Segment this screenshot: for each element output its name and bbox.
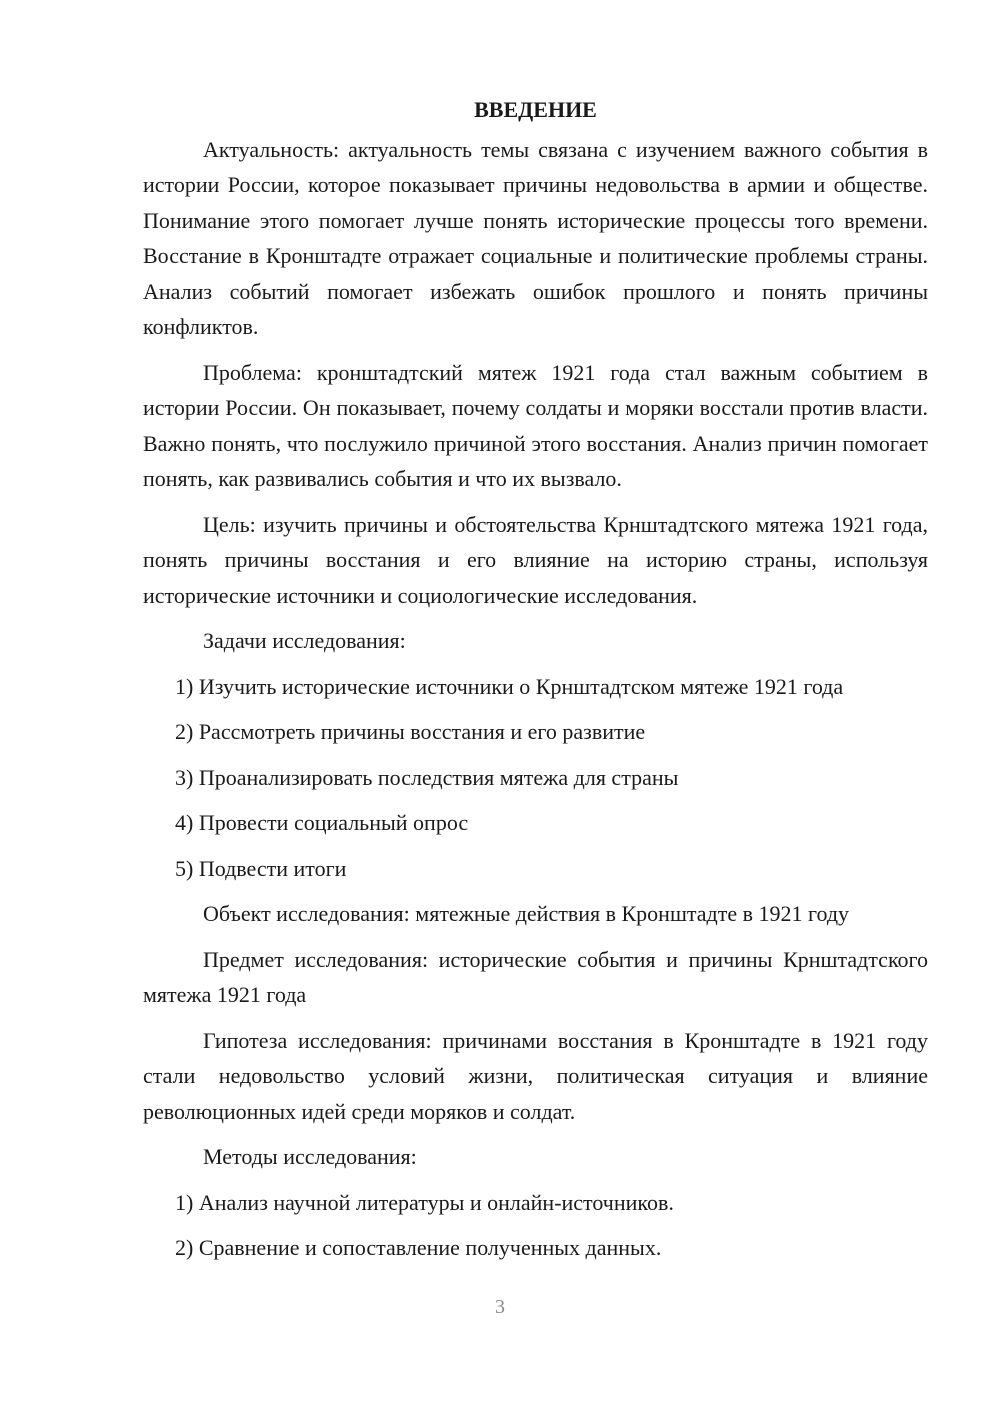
methods-heading: Методы исследования: <box>203 1144 417 1169</box>
task-item: 5) Подвести итоги <box>175 855 347 881</box>
task-item: 4) Провести социальный опрос <box>175 810 469 835</box>
tasks-heading: Задачи исследования: <box>203 628 406 653</box>
task-item: 2) Рассмотреть причины восстания и его развитие <box>175 719 646 744</box>
task-item: 1) Изучить исторические источники о Крнштадтском мятеже 1921 года <box>175 673 844 699</box>
page-number: 3 <box>495 1296 505 1318</box>
task-item: 3) Проанализировать последствия мятежа для страны <box>175 764 679 790</box>
object-paragraph: Объект исследования: мятежные действия в Кронштадте в 1921 году <box>203 901 850 926</box>
method-item: 1) Анализ научной литературы и онлайн-источников. <box>175 1189 674 1215</box>
hypothesis-paragraph: Гипотеза исследования: причинами восстания в Кронштадте в 1921 году стали недовольство условий жизни, политическая ситуация и влияние революционных идей среди моряков и солдат. <box>143 1027 928 1124</box>
relevance-paragraph: Актуальность: актуальность темы связана с изучением важного события в истории России, которое показывает причины недовольства в армии и обществе. Понимание этого помогает лучше понять исторические процессы того времени. Восстание в Кронштадте отражает социальные и политические проблемы страны. Анализ событий помогает избежать ошибок прошлого и понять причины конфликтов. <box>143 136 928 339</box>
method-item: 2) Сравнение и сопоставление полученных данных. <box>175 1235 662 1260</box>
page-title: ВВЕДЕНИЕ <box>474 97 597 122</box>
subject-paragraph: Предмет исследования: исторические события и причины Крнштадтского мятежа 1921 года <box>143 946 928 1007</box>
goal-paragraph: Цель: изучить причины и обстоятельства Крнштадтского мятежа 1921 года, понять причины восстания и его влияние на историю страны, используя исторические источники и социологические исследования. <box>143 511 928 608</box>
problem-paragraph: Проблема: кронштадтский мятеж 1921 года стал важным событием в истории России. Он показывает, почему солдаты и моряки восстали против власти. Важно понять, что послужило причиной этого восстания. Анализ причин помогает понять, как развивались события и что их вызвало. <box>143 359 928 491</box>
document-page <box>143 92 928 1276</box>
